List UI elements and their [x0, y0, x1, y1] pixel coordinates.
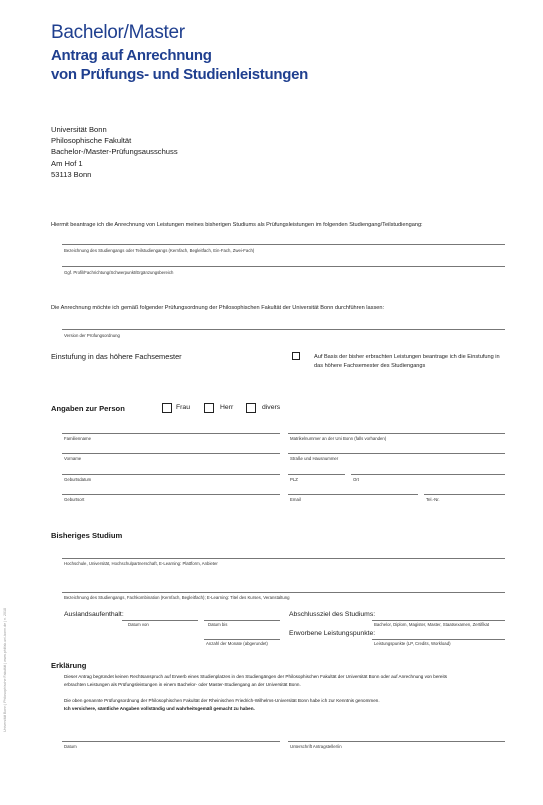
vorname-label: Vorname	[64, 456, 82, 461]
semester-heading: Einstufung in das höhere Fachsemester	[51, 352, 182, 361]
tel-field-line[interactable]	[424, 494, 505, 495]
hochschule-field-line[interactable]	[62, 558, 505, 559]
gender-frau-label: Frau	[176, 404, 190, 411]
regulation-field-label: Version der Prüfungsordnung	[64, 333, 120, 338]
tel-label: Tel.-Nr.	[426, 497, 440, 502]
hochschule-label: Hochschule, Universität, Hochschulpartnerschaft, E-Learning: Plattform, Anbieter	[64, 561, 218, 566]
form-subtitle	[51, 46, 308, 84]
recipient-address	[51, 124, 178, 180]
address-line: Universität Bonn	[51, 125, 107, 134]
declaration-line: Die oben genannte Prüfungsordnung der Philosophischen Fakultät der Rheinischen Friedrich-Wilhelms-Universität Bonn habe ich zur Kenntnis genommen.	[64, 698, 380, 703]
leistungspunkte-field-line[interactable]	[372, 639, 505, 640]
geburtsort-field-line[interactable]	[62, 494, 280, 495]
plz-field-line[interactable]	[288, 474, 345, 475]
monate-label: Anzahl der Monate (abgerundet)	[206, 641, 268, 646]
declaration-line: Dieser Antrag begründet keinen Rechtsanspruch auf Erwerb eines Studienplatzes in den Studiengängen der Philosophischen Fakultät der Universität Bonn oder auf Anrechnung von bereits	[64, 674, 448, 679]
semester-checkbox-text-line: das höhere Fachsemester des Studiengangs	[314, 363, 426, 369]
declaration-heading: Erklärung	[51, 661, 87, 670]
strasse-label: Straße und Hausnummer	[290, 456, 339, 461]
matrikel-label: Matrikelnummer an der Uni Bonn (falls vorhanden)	[290, 436, 387, 441]
declaration-paragraph-1	[64, 673, 447, 688]
ausland-heading: Auslandsaufenthalt:	[64, 611, 124, 618]
semester-checkbox-text-line: Auf Basis der bisher erbrachten Leistungen beantrage ich die Einstufung in	[314, 354, 500, 360]
studiengang-field-line[interactable]	[62, 592, 505, 593]
form-subtitle-line-1: Antrag auf Anrechnung	[51, 47, 212, 64]
strasse-field-line[interactable]	[288, 453, 505, 454]
plz-label: PLZ	[290, 477, 298, 482]
program-field-label: Bezeichnung des Studiengangs oder Teilstudiengangs (Kernfach, Begleitfach, Ein-Fach, Zwei-Fach)	[64, 248, 255, 253]
signature-field-line[interactable]	[288, 741, 505, 742]
declaration-line: erbrachten Leistungen als Prüfungsleistungen in einem Bachelor- oder Master-Studiengang an der Universität Bonn.	[64, 681, 301, 687]
form-title: Bachelor/Master	[51, 22, 185, 43]
sidebar-footer-text: Universität Bonn | Philosophische Fakultät | www.philfak.uni-bonn.de | n. 2018	[3, 607, 7, 733]
vorname-field-line[interactable]	[62, 453, 280, 454]
abschluss-types-label: Bachelor, Diplom, Magister, Master, Staatsexamen, Zertifikat	[374, 622, 490, 627]
datum-label: Datum	[64, 744, 77, 749]
email-label: Email	[290, 497, 301, 502]
familienname-label: Familienname	[64, 436, 91, 441]
form-subtitle-line-2: von Prüfungs- und Studienleistungen	[51, 66, 308, 83]
geburtsdatum-field-line[interactable]	[62, 474, 280, 475]
address-line: 53113 Bonn	[51, 169, 92, 179]
matrikel-field-line[interactable]	[288, 433, 505, 434]
email-field-line[interactable]	[288, 494, 418, 495]
gender-divers-label: divers	[262, 404, 281, 411]
gender-herr-checkbox[interactable]	[204, 403, 214, 413]
familienname-field-line[interactable]	[62, 433, 280, 434]
leistungspunkte-label: Leistungspunkte (LP, Credits, Workload)	[374, 641, 451, 646]
datum-von-field-line[interactable]	[122, 620, 198, 621]
datum-field-line[interactable]	[62, 741, 280, 742]
ort-label: Ort	[353, 477, 359, 482]
address-line: Bachelor-/Master-Prüfungsausschuss	[51, 147, 178, 157]
regulation-field-line[interactable]	[62, 329, 505, 330]
signature-label: Unterschrift Antragsteller/in	[290, 744, 342, 749]
semester-checkbox[interactable]	[292, 352, 300, 360]
address-line: Philosophische Fakultät	[51, 136, 132, 146]
regulation-text: Die Anrechnung möchte ich gemäß folgender Prüfungsordnung der Philosophischen Fakultät der Universität Bonn durchführen lassen:	[51, 305, 385, 311]
ort-field-line[interactable]	[351, 474, 505, 475]
address-line: Am Hof 1	[51, 158, 83, 168]
leistungspunkte-heading: Erworbene Leistungspunkte:	[289, 630, 376, 637]
declaration-paragraph-2	[64, 697, 380, 712]
intro-text: Hiermit beantrage ich die Anrechnung von Leistungen meines bisherigen Studiums als Prüfungsleistungen im folgenden Studiengang/Teilstudiengang:	[51, 222, 423, 228]
gender-herr-label: Herr	[220, 404, 234, 411]
gender-frau-checkbox[interactable]	[162, 403, 172, 413]
datum-von-label: Datum von	[128, 622, 149, 627]
geburtsort-label: Geburtsort	[64, 497, 85, 502]
semester-checkbox-text	[314, 353, 500, 371]
abschlussziel-heading: Abschlussziel des Studiums:	[289, 611, 376, 618]
gender-divers-checkbox[interactable]	[246, 403, 256, 413]
person-heading: Angaben zur Person	[51, 404, 125, 413]
profile-field-line[interactable]	[62, 266, 505, 267]
declaration-line: Ich versichere, sämtliche Angaben vollständig und wahrheitsgemäß gemacht zu haben.	[64, 705, 255, 711]
datum-bis-label: Datum bis	[208, 622, 228, 627]
studies-heading: Bisheriges Studium	[51, 531, 123, 540]
datum-bis-field-line[interactable]	[204, 620, 280, 621]
monate-field-line[interactable]	[204, 639, 280, 640]
profile-field-label: Ggf. Profil/Fachrichtung/Schwerpunkt/Ergänzungsbereich	[64, 270, 174, 275]
program-field-line[interactable]	[62, 244, 505, 245]
abschlussziel-field-line[interactable]	[372, 620, 505, 621]
studiengang-label: Bezeichnung des Studiengangs, Fachkombination (Kernfach, Begleitfach); E-Learning: Titel des Kurses, Veranstaltung	[64, 595, 290, 600]
geburtsdatum-label: Geburtsdatum	[64, 477, 92, 482]
